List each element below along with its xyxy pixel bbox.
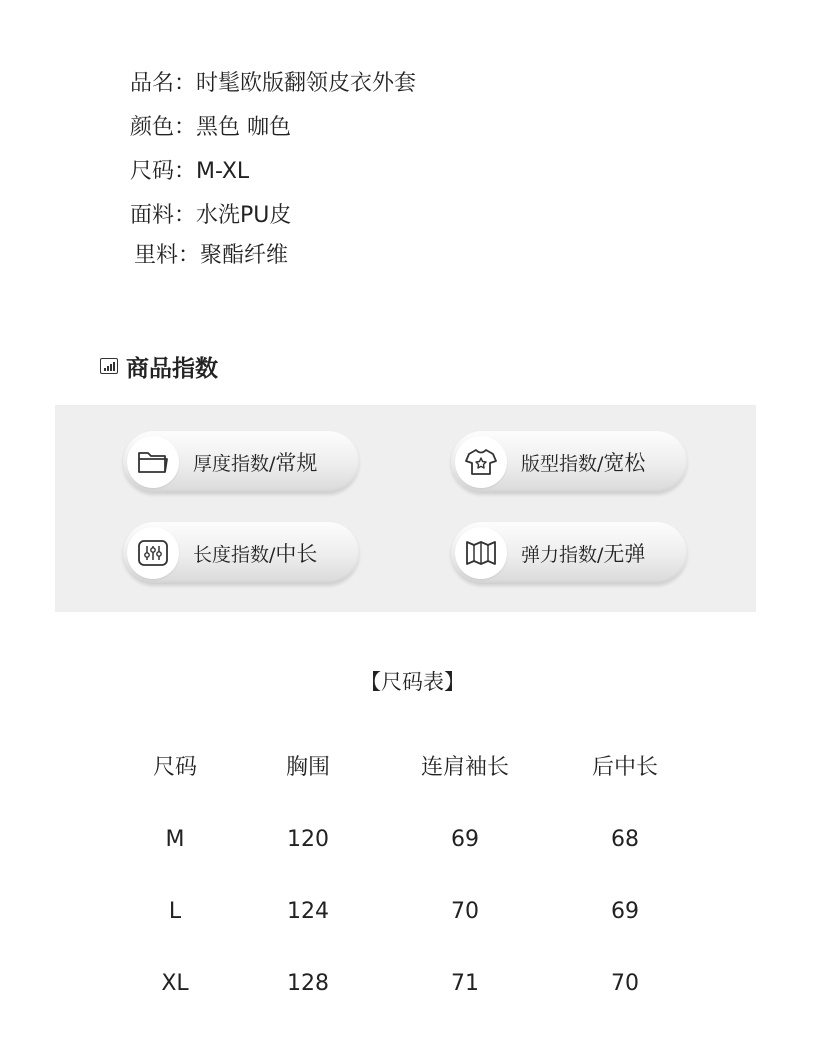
- table-cell: 128: [287, 971, 329, 996]
- table-header-cell: 连肩袖长: [420, 755, 509, 780]
- index-label: 弹力指数/: [521, 544, 604, 566]
- table-cell: 124: [287, 899, 329, 924]
- table-cell: 69: [611, 899, 639, 924]
- index-value: 无弹: [603, 542, 646, 566]
- index-label: 版型指数/: [521, 453, 604, 475]
- chart-icon: [100, 358, 118, 374]
- info-label: 里料：: [134, 243, 201, 268]
- index-value: 常规: [275, 451, 318, 475]
- info-value: 聚酯纤维: [200, 243, 289, 268]
- table-cell: 120: [287, 827, 329, 852]
- info-row-lining: [134, 234, 416, 278]
- table-row: [0, 892, 825, 932]
- table-header-cell: 胸围: [285, 755, 330, 780]
- table-cell: 71: [451, 971, 479, 996]
- index-thickness: [123, 431, 359, 493]
- size-chart-title: 【尺码表】: [360, 670, 465, 694]
- info-row-color: [130, 106, 416, 150]
- info-label: 颜色：: [130, 115, 197, 140]
- index-label: 长度指数/: [193, 544, 276, 566]
- table-cell: 70: [611, 971, 639, 996]
- ruler-sliders-icon: [127, 527, 179, 579]
- table-row: [0, 964, 825, 1004]
- product-info: [130, 62, 416, 278]
- info-value: 黑色 咖色: [196, 115, 292, 140]
- index-value: 中长: [275, 542, 318, 566]
- section-title-text: 商品指数: [126, 355, 218, 382]
- info-value: 时髦欧版翻领皮衣外套: [196, 71, 417, 96]
- index-elasticity: [451, 522, 687, 584]
- product-index-panel: [55, 405, 756, 612]
- section-title: [100, 348, 218, 384]
- index-fit: [451, 431, 687, 493]
- info-row-fabric: [130, 194, 416, 238]
- table-header-row: [0, 748, 825, 788]
- stretch-fabric-icon: [455, 527, 507, 579]
- table-cell: L: [168, 899, 182, 924]
- info-value: 水洗PU皮: [196, 203, 292, 228]
- index-label: 厚度指数/: [193, 453, 276, 475]
- info-label: 尺码：: [130, 159, 197, 184]
- info-label: 品名：: [130, 71, 197, 96]
- folder-icon: [127, 436, 179, 488]
- table-header-cell: 后中长: [591, 755, 658, 780]
- table-header-cell: 尺码: [152, 755, 197, 780]
- table-cell: 69: [451, 827, 479, 852]
- info-value: M-XL: [196, 159, 250, 184]
- table-cell: 70: [451, 899, 479, 924]
- table-cell: M: [165, 827, 185, 852]
- index-value: 宽松: [603, 451, 646, 475]
- index-length: [123, 522, 359, 584]
- table-cell: XL: [161, 971, 189, 996]
- info-label: 面料：: [130, 203, 197, 228]
- tshirt-icon: [455, 436, 507, 488]
- table-cell: 68: [611, 827, 639, 852]
- info-row-size: [130, 150, 416, 194]
- table-row: [0, 820, 825, 860]
- info-row-name: [130, 62, 416, 106]
